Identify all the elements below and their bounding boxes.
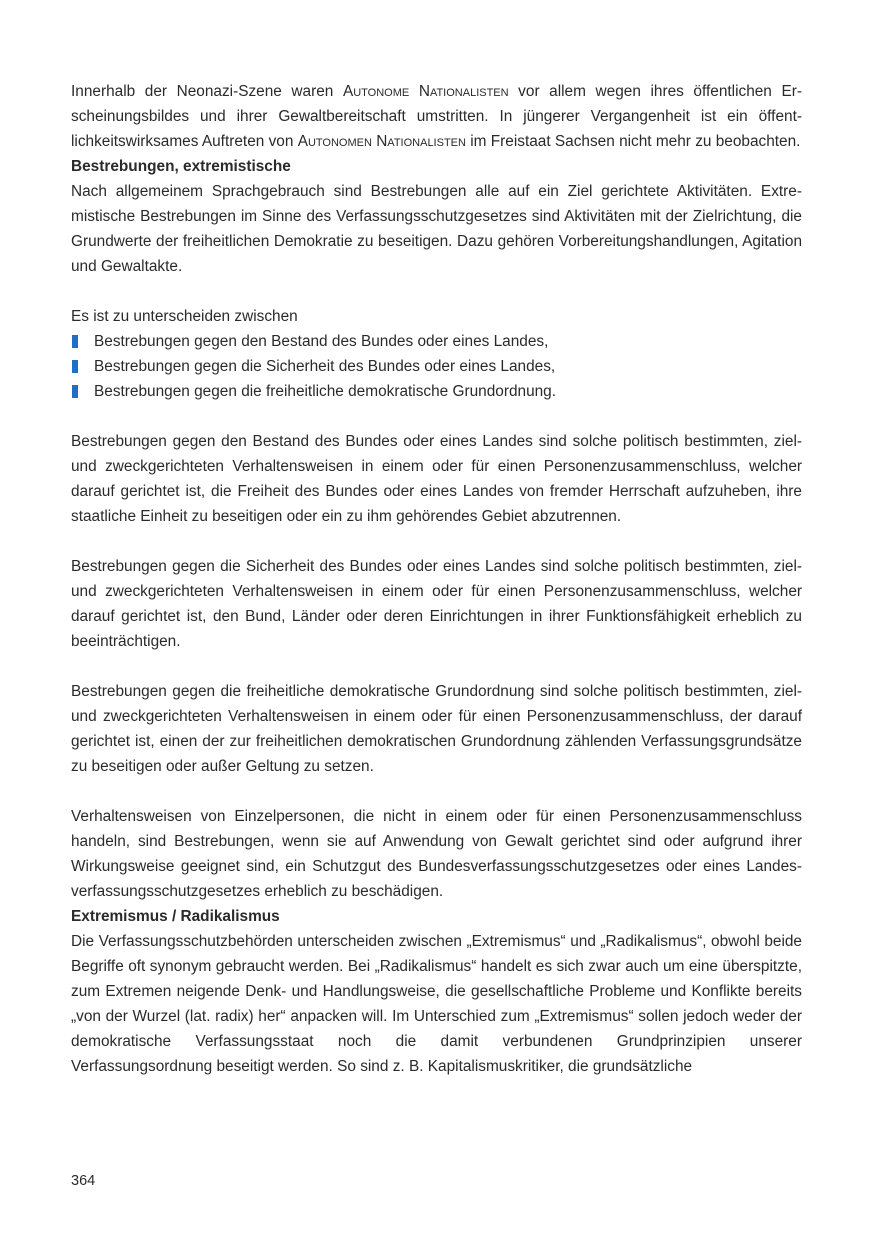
bullet-square-icon [72, 360, 78, 373]
list-item [71, 379, 802, 404]
list-item [71, 329, 802, 354]
paragraph: Nach allgemeinem Sprachgebrauch sind Bestrebungen alle auf ein Ziel gerichtete Aktivitäten. Extremistische Bestrebungen im Sinne des Verfassungsschutzgesetzes sind Aktivitäten mit der Zielrichtung, die Grundwerte der freiheitlichen Demokratie zu beseitigen. Dazu gehören Vorbereitungshandlungen, Agitation und Gewaltakte. [71, 183, 802, 275]
intro-text-part: im Freistaat Sachsen nicht mehr zu beobachten. [465, 133, 801, 150]
document-body [71, 79, 802, 1079]
paragraph: Bestrebungen gegen den Bestand des Bundes oder eines Landes sind solche politisch bestimmten, ziel- und zweckgerichteten Verhaltensweisen in einem oder für einen Personenzusammenschluss, welcher darauf gerichtet ist, die Freiheit des Bundes oder eines Landes von fremder Herrschaft aufzuheben, ihre staatliche Einheit zu beseitigen oder ein zu ihm gehörendes Gebiet abzutrennen. [71, 433, 802, 525]
intro-text-part: Innerhalb der Neonazi-Szene waren [71, 83, 343, 100]
paragraph: Bestrebungen gegen die freiheitliche demokratische Grundordnung sind solche politisch bestimmten, ziel- und zweckgerichteten Verhaltensweisen in einem oder für einen Personenzusammenschluss, der darauf gerichtet ist, einen der zur freiheitlichen demokratischen Grundordnung zählenden Verfassungsgrundsätze zu beseitigen oder außer Geltung zu setzen. [71, 683, 802, 775]
term-autonomen-nationalisten: Autonomen Nationalisten [297, 133, 466, 150]
bullet-square-icon [72, 335, 78, 348]
bullet-list [71, 329, 802, 404]
page-number: 364 [71, 1173, 96, 1189]
intro-paragraph [71, 79, 802, 154]
term-autonome-nationalisten: Autonome Nationalisten [342, 83, 509, 100]
section-heading-bestrebungen: Bestrebungen, extremistische [71, 158, 291, 175]
paragraph: Bestrebungen gegen die Sicherheit des Bundes oder eines Landes sind solche politisch bestimmten, ziel- und zweckgerichteten Verhaltensweisen in einem oder für einen Personenzusammenschluss, welcher darauf gerichtet ist, den Bund, Länder oder deren Einrichtungen in ihrer Funktionsfähigkeit erheblich zu beeinträchtigen. [71, 558, 802, 650]
list-item [71, 354, 802, 379]
intro-text-part: vor allem wegen ihres öffentlichen Erscheinungsbildes und ihrer Gewaltbereitschaft umstritten. In jüngerer Vergangenheit ist ein öffentlichkeitswirksames Auftreten von [71, 83, 802, 150]
paragraph: Verhaltensweisen von Einzelpersonen, die nicht in einem oder für einen Personenzusammenschluss handeln, sind Bestrebungen, wenn sie auf Anwendung von Gewalt gerichtet sind oder aufgrund ihrer Wirkungsweise geeignet sind, ein Schutzgut des Bundesverfassungsschutzgesetzes oder eines Landesverfassungsschutzgesetzes erheblich zu beschädigen. [71, 808, 802, 900]
paragraph: Die Verfassungsschutzbehörden unterscheiden zwischen „Extremismus“ und „Radikalismus“, obwohl beide Begriffe oft synonym gebraucht werden. Bei „Radikalismus“ handelt es sich zwar auch um eine überspitzte, zum Extremen neigende Denk- und Handlungsweise, die gesellschaftliche Probleme und Konflikte bereits „von der Wurzel (lat. radix) her“ anpacken will. Im Unterschied zum „Extremismus“ sollen jedoch weder der demokratische Verfassungsstaat noch die damit verbundenen Grundprinzipien unserer Verfassungsordnung beseitigt werden. So sind z. B. Kapitalismuskritiker, die grundsätzliche [71, 933, 802, 1075]
list-item-text: Bestrebungen gegen den Bestand des Bundes oder eines Landes, [94, 333, 549, 350]
list-item-text: Bestrebungen gegen die freiheitliche demokratische Grundordnung. [94, 383, 557, 400]
list-intro: Es ist zu unterscheiden zwischen [71, 308, 298, 325]
list-item-text: Bestrebungen gegen die Sicherheit des Bundes oder eines Landes, [94, 358, 556, 375]
section-heading-extremismus: Extremismus / Radikalismus [71, 908, 280, 925]
bullet-square-icon [72, 385, 78, 398]
